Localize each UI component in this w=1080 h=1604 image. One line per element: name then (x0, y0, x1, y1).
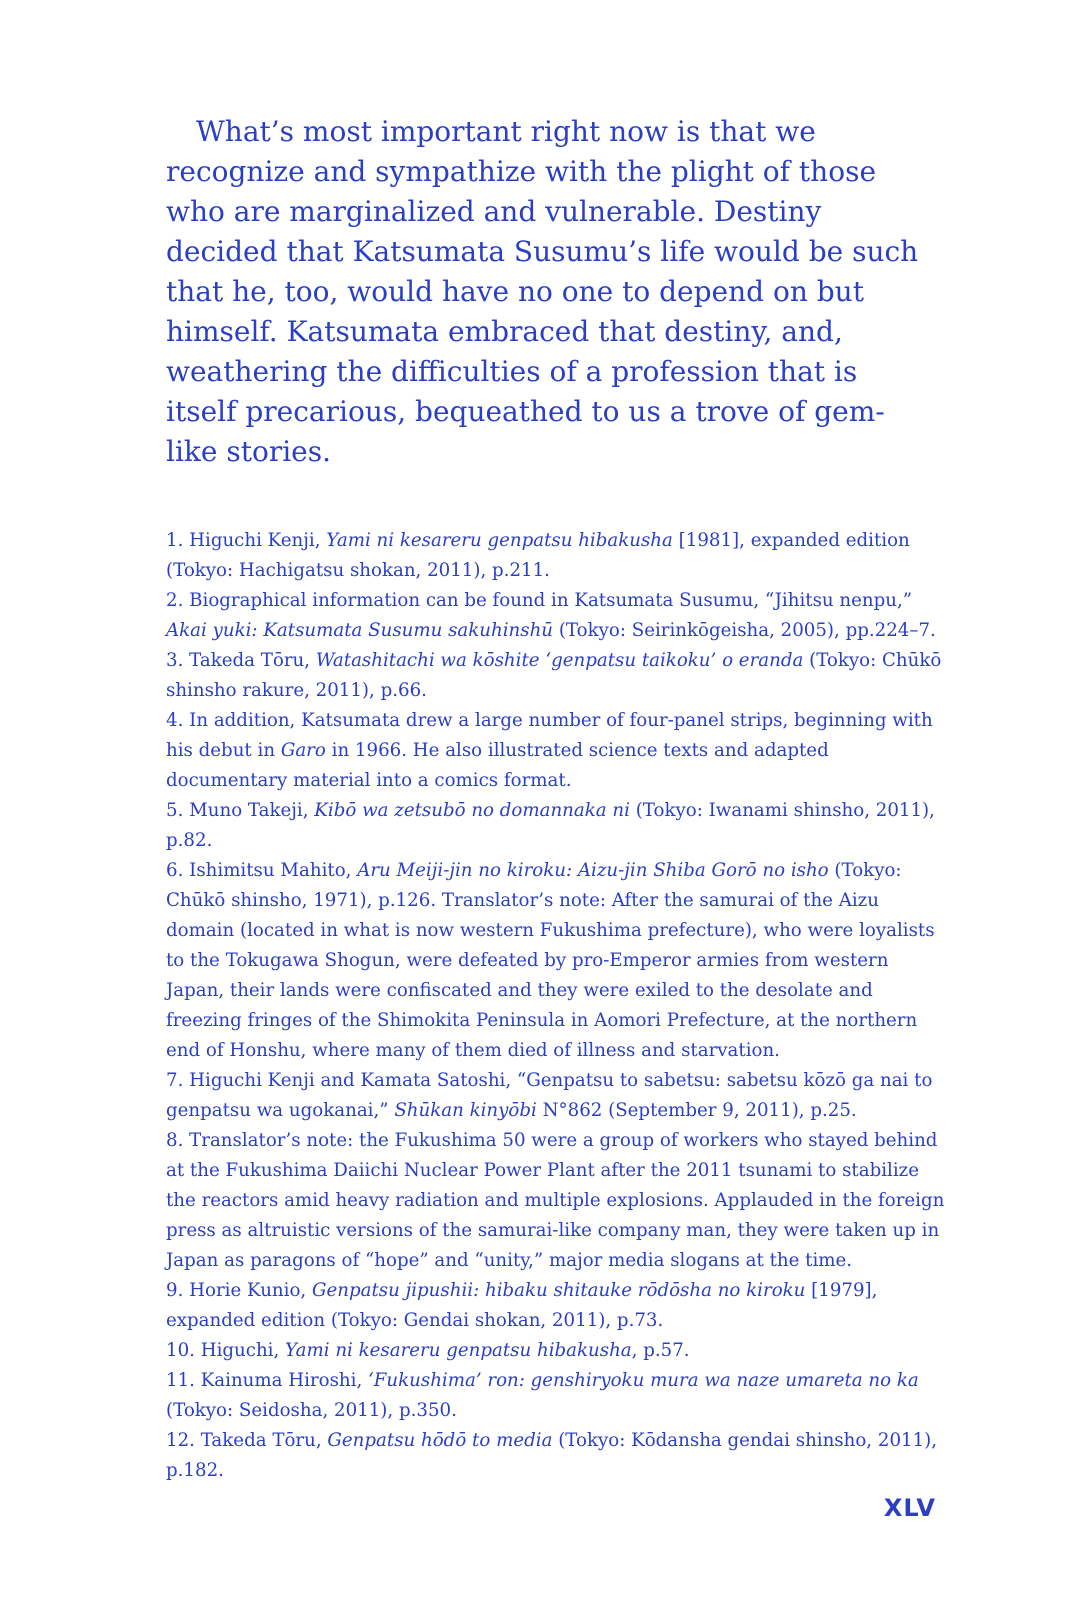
endnote-number: 1. (166, 530, 184, 551)
endnote-title: Garo (280, 740, 326, 761)
endnote-text: Kainuma Hiroshi, (194, 1370, 369, 1391)
endnote-text: , p.57. (631, 1340, 690, 1361)
endnote-text: (Tokyo: Seidosha, 2011), p.350. (166, 1400, 457, 1421)
endnote-number: 10. (166, 1340, 195, 1361)
endnote-title: Kibō wa zetsubō no domannaka ni (314, 800, 630, 821)
endnote-item (166, 796, 946, 856)
endnote-text: Biographical information can be found in Katsumata Susumu, “Jihitsu nenpu,” (183, 590, 913, 611)
endnote-number: 3. (166, 650, 184, 671)
endnote-text: [1979], expanded edition (Tokyo: Gendai shokan, 2011), p.73. (166, 1280, 878, 1331)
endnote-number: 9. (166, 1280, 184, 1301)
endnote-title: Aru Meiji-jin no kiroku: Aizu-jin Shiba Gorō no isho (357, 860, 829, 881)
endnote-text: Higuchi Kenji and Kamata Satoshi, “Genpatsu to sabetsu: sabetsu kōzō ga nai to genpatsu wa ugokanai,” (166, 1070, 933, 1121)
endnote-item (166, 1366, 946, 1426)
endnote-item (166, 1066, 946, 1126)
endnote-number: 7. (166, 1070, 184, 1091)
endnote-text: (Tokyo: Chūkō shinsho, 1971), p.126. Translator’s note: After the samurai of the Aizu domain (located in what is now western Fukushima prefecture), who were loyalists to the Tokugawa Shogun, were defeated by pro-Emperor armies from western Japan, their lands were confiscated and they were exiled to the desolate and freezing fringes of the Shimokita Peninsula in Aomori Prefecture, at the northern end of Honshu, where many of them died of illness and starvation. (166, 860, 935, 1061)
endnote-item (166, 526, 946, 586)
endnote-text: Takeda Tōru, (183, 650, 316, 671)
endnote-number: 2. (166, 590, 184, 611)
endnote-title: Yami ni kesareru genpatsu hibakusha (285, 1340, 632, 1361)
page-number: XLV (883, 1494, 936, 1522)
endnote-text: Translator’s note: the Fukushima 50 were a group of workers who stayed behind at the Fukushima Daiichi Nuclear Power Plant after the 2011 tsunami to stabilize the reactors amid heavy radiation and multiple explosions. Applauded in the foreign press as altruistic versions of the samurai-like company man, they were taken up in Japan as paragons of “hope” and “unity,” major media slogans at the time. (166, 1130, 945, 1271)
body-paragraph: What’s most important right now is that we recognize and sympathize with the plight of those who are marginalized and vulnerable. Destiny decided that Katsumata Susumu’s life would be such that he, too, would have no one to depend on but himself. Katsumata embraced that destiny, and, weathering the difficulties of a profession that is itself precarious, bequeathed to us a trove of gem-like stories. (166, 115, 919, 468)
endnote-text: [1981], expanded edition (Tokyo: Hachigatsu shokan, 2011), p.211. (166, 530, 910, 581)
endnote-item (166, 1126, 946, 1276)
endnote-title: Genpatsu hōdō to media (327, 1430, 553, 1451)
endnote-number: 11. (166, 1370, 195, 1391)
endnote-title: ‘Fukushima’ ron: genshiryoku mura wa naze umareta no ka (368, 1370, 919, 1391)
endnote-item (166, 1426, 946, 1486)
endnote-title: Watashitachi wa kōshite ‘genpatsu taikoku’ o eranda (315, 650, 804, 671)
endnote-text: Horie Kunio, (183, 1280, 312, 1301)
endnote-text: Ishimitsu Mahito, (183, 860, 358, 881)
endnote-number: 8. (166, 1130, 184, 1151)
endnote-text: N°862 (September 9, 2011), p.25. (536, 1100, 857, 1121)
endnote-item (166, 1336, 946, 1366)
endnote-text: In addition, Katsumata drew a large number of four-panel strips, beginning with his debut in (166, 710, 933, 761)
endnote-item (166, 856, 946, 1066)
endnote-number: 4. (166, 710, 184, 731)
endnote-item (166, 706, 946, 796)
endnote-text: Higuchi, (194, 1340, 286, 1361)
endnotes-list (166, 526, 946, 1486)
endnote-item (166, 646, 946, 706)
endnote-item (166, 586, 946, 646)
endnote-number: 5. (166, 800, 184, 821)
endnote-text: (Tokyo: Iwanami shinsho, 2011), p.82. (166, 800, 935, 851)
endnote-text: (Tokyo: Chūkō shinsho rakure, 2011), p.66. (166, 650, 942, 701)
endnote-title: Yami ni kesareru genpatsu hibakusha (326, 530, 673, 551)
endnote-text: Muno Takeji, (183, 800, 315, 821)
endnote-title: Akai yuki: Katsumata Susumu sakuhinshū (166, 620, 554, 641)
endnote-title: Genpatsu jipushii: hibaku shitauke rōdōsha no kiroku (311, 1280, 806, 1301)
endnote-item (166, 1276, 946, 1336)
endnote-text: Higuchi Kenji, (183, 530, 327, 551)
endnote-text: (Tokyo: Seirinkōgeisha, 2005), pp.224–7. (553, 620, 936, 641)
endnote-text: Takeda Tōru, (194, 1430, 328, 1451)
endnote-title: Shūkan kinyōbi (394, 1100, 537, 1121)
endnote-text: (Tokyo: Kōdansha gendai shinsho, 2011), p.182. (166, 1430, 938, 1481)
endnote-number: 6. (166, 860, 184, 881)
endnote-number: 12. (166, 1430, 195, 1451)
endnote-text: in 1966. He also illustrated science texts and adapted documentary material into a comics format. (166, 740, 829, 791)
